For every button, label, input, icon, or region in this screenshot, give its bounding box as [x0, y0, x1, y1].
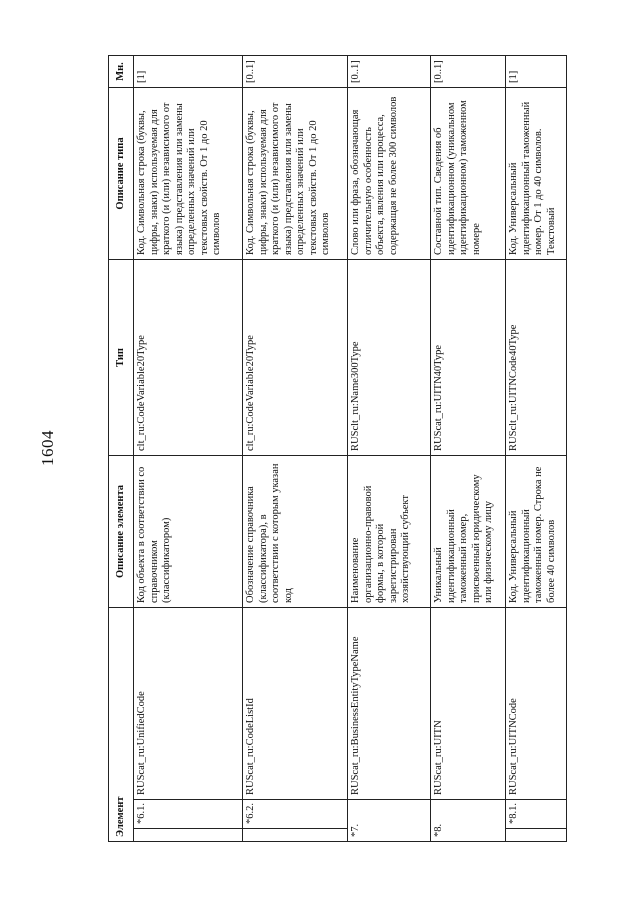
- table-row: [431, 55, 506, 841]
- element-spec-table: [108, 55, 567, 842]
- element-name: RUScat_ru:UnifiedCode: [134, 607, 243, 799]
- element-type: clt_ru:CodeVariable20Type: [134, 259, 243, 455]
- page-number-text: 1604: [38, 430, 57, 466]
- multiplicity: [1]: [506, 55, 567, 87]
- indent-cell: [506, 829, 567, 842]
- type-description: Составной тип. Сведения об идентификационном (уникальном идентификационном) таможенном номере: [431, 87, 506, 259]
- element-description: Код. Универсальный идентификационный таможенный номер. Строка не более 40 символов: [506, 455, 567, 607]
- element-type: RUScat_ru:UITN40Type: [431, 259, 506, 455]
- multiplicity: [0..1]: [243, 55, 348, 87]
- type-description: Код. Символьная строка (буквы, цифры, знаки) используемая для краткого (и (или) независимого от языка) представления или замены определенных значений или текстовых свойств. От 1 до 20 символов: [243, 87, 348, 259]
- table-row: [243, 55, 348, 841]
- type-description: Код. Символьная строка (буквы, цифры, знаки) используемая для краткого (и (или) независимого от языка) представления или замены определенных значений или текстовых свойств. От 1 до 20 символов: [134, 87, 243, 259]
- multiplicity: [0..1]: [348, 55, 431, 87]
- type-description: Код. Универсальный идентификационный таможенный номер. От 1 до 40 символов. Текстовый: [506, 87, 567, 259]
- header-type: Тип: [109, 259, 134, 455]
- row-number: *8.: [431, 800, 506, 842]
- indent-cell: [134, 829, 243, 842]
- element-type: clt_ru:CodeVariable20Type: [243, 259, 348, 455]
- row-number: *6.2.: [243, 800, 348, 829]
- element-name: RUScat_ru:UITNCode: [506, 607, 567, 799]
- multiplicity: [1]: [134, 55, 243, 87]
- row-number: *6.1.: [134, 800, 243, 829]
- row-number: *7.: [348, 800, 431, 842]
- row-number: *8.1.: [506, 800, 567, 829]
- element-type: RUSclt_ru:UITNCode40Type: [506, 259, 567, 455]
- table-row: [348, 55, 431, 841]
- element-description: Наименование организационно-правовой формы, в которой зарегистрирован хозяйствующий субъект: [348, 455, 431, 607]
- element-description: Код объекта в соответствии со справочником (классификатором): [134, 455, 243, 607]
- header-element-description: Описание элемента: [109, 455, 134, 607]
- header-element: Элемент: [109, 607, 134, 841]
- element-type: RUSclt_ru:Name300Type: [348, 259, 431, 455]
- element-name: RUScat_ru:BusinessEntityTypeName: [348, 607, 431, 799]
- table-row: [134, 55, 243, 841]
- header-type-description: Описание типа: [109, 87, 134, 259]
- element-description: Уникальный идентификационный таможенный номер, присвоенный юридическому или физическому лицу: [431, 455, 506, 607]
- indent-cell: [243, 829, 348, 842]
- element-description: Обозначение справочника (классификатора), в соответствии с которым указан код: [243, 455, 348, 607]
- multiplicity: [0..1]: [431, 55, 506, 87]
- rotated-table-container: [108, 56, 557, 842]
- type-description: Слово или фраза, обозначающая отличительную особенность объекта, явления или процесса, содержащая не более 300 символов: [348, 87, 431, 259]
- table-row: [506, 55, 567, 841]
- element-name: RUScat_ru:UITN: [431, 607, 506, 799]
- table-header-row: [109, 55, 134, 841]
- header-multiplicity: Мн.: [109, 55, 134, 87]
- element-name: RUScat_ru:CodeListId: [243, 607, 348, 799]
